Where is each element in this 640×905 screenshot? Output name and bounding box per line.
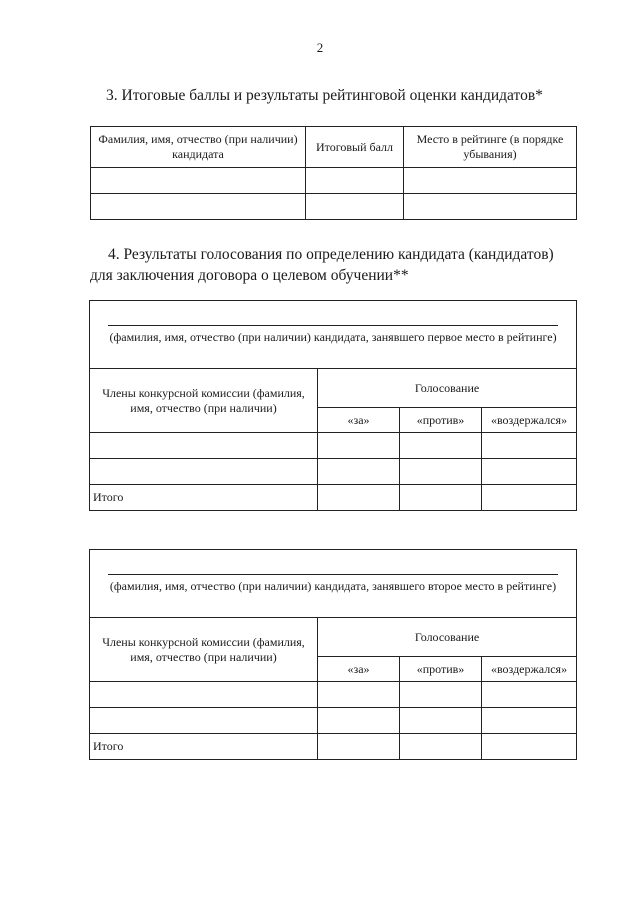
voting-header: Голосование	[318, 369, 577, 408]
header-row	[90, 369, 577, 408]
ratings-table	[90, 126, 577, 220]
page-number: 2	[316, 40, 324, 55]
vote-cell[interactable]	[318, 734, 400, 760]
vote-cell[interactable]	[318, 682, 400, 708]
vote-cell[interactable]	[482, 708, 577, 734]
blank-cell[interactable]	[91, 168, 306, 194]
voting-table-second-place	[89, 549, 577, 760]
option-for: «за»	[318, 657, 400, 682]
members-header: Члены конкурсной комиссии (фамилия, имя, отчество (при наличии)	[90, 618, 318, 682]
table-row	[90, 682, 577, 708]
total-row	[90, 734, 577, 760]
candidate-caption: (фамилия, имя, отчество (при наличии) кандидата, занявшего второе место в рейтинге)	[109, 578, 557, 593]
member-cell[interactable]	[90, 459, 318, 485]
candidate-name-line	[108, 325, 558, 326]
vote-cell[interactable]	[400, 459, 482, 485]
section-4-heading: 4. Результаты голосования по определению кандидата (кандидатов) для заключения договора о целевом обучении**	[90, 246, 554, 284]
table-row	[90, 708, 577, 734]
vote-cell[interactable]	[400, 708, 482, 734]
col-final-score: Итоговый балл	[306, 127, 404, 168]
table-row	[90, 459, 577, 485]
candidate-name-line	[108, 574, 558, 575]
candidate-row	[90, 550, 577, 618]
vote-cell[interactable]	[318, 459, 400, 485]
blank-cell[interactable]	[306, 168, 404, 194]
section-3-heading: 3. Итоговые баллы и результаты рейтинговой оценки кандидатов*	[106, 87, 543, 104]
vote-cell[interactable]	[400, 485, 482, 511]
candidate-row	[90, 301, 577, 369]
total-row	[90, 485, 577, 511]
voting-header: Голосование	[318, 618, 577, 657]
vote-cell[interactable]	[400, 682, 482, 708]
vote-cell[interactable]	[482, 433, 577, 459]
blank-cell[interactable]	[404, 194, 577, 220]
voting-table-first-place	[89, 300, 577, 511]
option-abstain: «воздержался»	[482, 408, 577, 433]
option-against: «против»	[400, 408, 482, 433]
blank-cell[interactable]	[91, 194, 306, 220]
col-candidate-name: Фамилия, имя, отчество (при наличии) кандидата	[91, 127, 306, 168]
blank-cell[interactable]	[404, 168, 577, 194]
table-row	[90, 433, 577, 459]
candidate-cell[interactable]	[90, 550, 577, 618]
vote-cell[interactable]	[482, 485, 577, 511]
vote-cell[interactable]	[318, 708, 400, 734]
option-against: «против»	[400, 657, 482, 682]
option-for: «за»	[318, 408, 400, 433]
col-rating-place: Место в рейтинге (в порядке убывания)	[404, 127, 577, 168]
ratings-header-row	[91, 127, 577, 168]
member-cell[interactable]	[90, 708, 318, 734]
header-row	[90, 618, 577, 657]
table-row	[91, 168, 577, 194]
member-cell[interactable]	[90, 682, 318, 708]
vote-cell[interactable]	[482, 682, 577, 708]
vote-cell[interactable]	[318, 433, 400, 459]
candidate-caption: (фамилия, имя, отчество (при наличии) кандидата, занявшего первое место в рейтинге)	[109, 329, 557, 344]
blank-cell[interactable]	[306, 194, 404, 220]
member-cell[interactable]	[90, 433, 318, 459]
members-header: Члены конкурсной комиссии (фамилия, имя, отчество (при наличии)	[90, 369, 318, 433]
table-row	[91, 194, 577, 220]
vote-cell[interactable]	[482, 459, 577, 485]
vote-cell[interactable]	[482, 734, 577, 760]
option-abstain: «воздержался»	[482, 657, 577, 682]
vote-cell[interactable]	[400, 734, 482, 760]
total-label: Итого	[90, 485, 318, 511]
total-label: Итого	[90, 734, 318, 760]
candidate-cell[interactable]	[90, 301, 577, 369]
vote-cell[interactable]	[400, 433, 482, 459]
vote-cell[interactable]	[318, 485, 400, 511]
